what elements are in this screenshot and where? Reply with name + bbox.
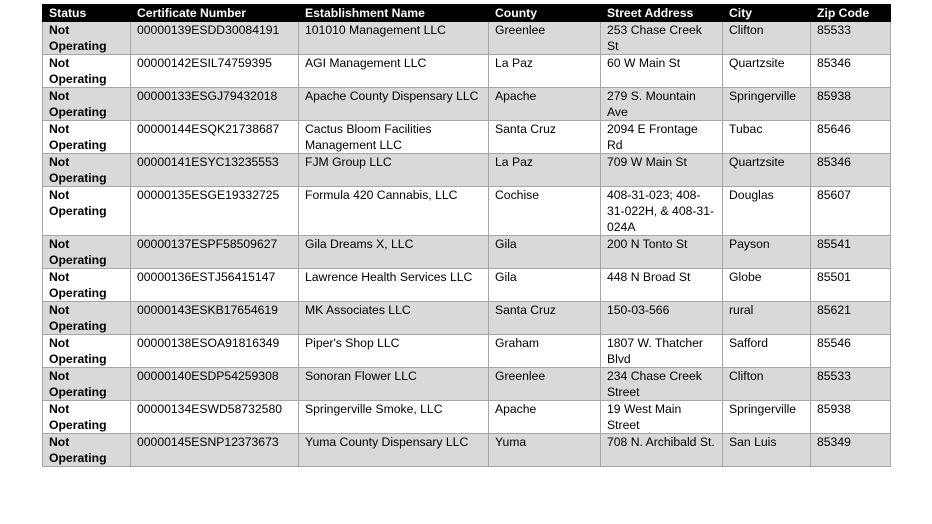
column-header-city: City [723, 5, 811, 22]
cell-city: Globe [723, 269, 811, 302]
cell-county: Greenlee [489, 368, 601, 401]
cell-city: San Luis [723, 434, 811, 467]
column-header-county: County [489, 5, 601, 22]
cell-status: Not Operating [43, 55, 131, 88]
cell-county: Santa Cruz [489, 302, 601, 335]
cell-status: Not Operating [43, 187, 131, 236]
cell-street-address: 253 Chase Creek St [601, 22, 723, 55]
cell-street-address: 200 N Tonto St [601, 236, 723, 269]
cell-status: Not Operating [43, 401, 131, 434]
cell-status: Not Operating [43, 22, 131, 55]
cell-establishment-name: Lawrence Health Services LLC [299, 269, 489, 302]
cell-street-address: 279 S. Mountain Ave [601, 88, 723, 121]
table-row [43, 88, 891, 121]
table-row [43, 22, 891, 55]
cell-zip-code: 85541 [811, 236, 891, 269]
cell-zip-code: 85501 [811, 269, 891, 302]
cell-county: Greenlee [489, 22, 601, 55]
cell-establishment-name: Sonoran Flower LLC [299, 368, 489, 401]
column-header-establishment-name: Establishment Name [299, 5, 489, 22]
cell-city: rural [723, 302, 811, 335]
cell-establishment-name: Formula 420 Cannabis, LLC [299, 187, 489, 236]
table-header-row [43, 5, 891, 22]
cell-status: Not Operating [43, 335, 131, 368]
table-row [43, 121, 891, 154]
column-header-zip-code: Zip Code [811, 5, 891, 22]
cell-establishment-name: Gila Dreams X, LLC [299, 236, 489, 269]
cell-zip-code: 85607 [811, 187, 891, 236]
table-row [43, 302, 891, 335]
cell-street-address: 708 N. Archibald St. [601, 434, 723, 467]
cell-zip-code: 85533 [811, 368, 891, 401]
cell-zip-code: 85546 [811, 335, 891, 368]
table-row [43, 55, 891, 88]
cell-county: Gila [489, 236, 601, 269]
table-row [43, 269, 891, 302]
cell-city: Springerville [723, 88, 811, 121]
cell-street-address: 60 W Main St [601, 55, 723, 88]
cell-street-address: 448 N Broad St [601, 269, 723, 302]
cell-street-address: 709 W Main St [601, 154, 723, 187]
cell-county: Cochise [489, 187, 601, 236]
dispensary-status-table [42, 4, 891, 467]
cell-certificate-number: 00000143ESKB17654619 [131, 302, 299, 335]
cell-city: Quartzsite [723, 154, 811, 187]
cell-street-address: 1807 W. Thatcher Blvd [601, 335, 723, 368]
table-body [43, 22, 891, 467]
cell-city: Douglas [723, 187, 811, 236]
cell-city: Quartzsite [723, 55, 811, 88]
cell-county: La Paz [489, 55, 601, 88]
cell-establishment-name: Piper's Shop LLC [299, 335, 489, 368]
cell-status: Not Operating [43, 88, 131, 121]
cell-city: Clifton [723, 368, 811, 401]
cell-establishment-name: Springerville Smoke, LLC [299, 401, 489, 434]
cell-county: Graham [489, 335, 601, 368]
cell-establishment-name: Yuma County Dispensary LLC [299, 434, 489, 467]
cell-zip-code: 85346 [811, 55, 891, 88]
cell-establishment-name: 101010 Management LLC [299, 22, 489, 55]
cell-status: Not Operating [43, 154, 131, 187]
cell-county: Gila [489, 269, 601, 302]
cell-certificate-number: 00000144ESQK21738687 [131, 121, 299, 154]
column-header-status: Status [43, 5, 131, 22]
cell-city: Clifton [723, 22, 811, 55]
cell-certificate-number: 00000139ESDD30084191 [131, 22, 299, 55]
cell-certificate-number: 00000135ESGE19332725 [131, 187, 299, 236]
cell-street-address: 19 West Main Street [601, 401, 723, 434]
cell-status: Not Operating [43, 434, 131, 467]
column-header-certificate-number: Certificate Number [131, 5, 299, 22]
cell-zip-code: 85346 [811, 154, 891, 187]
cell-county: Yuma [489, 434, 601, 467]
cell-county: Apache [489, 88, 601, 121]
cell-certificate-number: 00000141ESYC13235553 [131, 154, 299, 187]
cell-county: Apache [489, 401, 601, 434]
cell-street-address: 2094 E Frontage Rd [601, 121, 723, 154]
cell-status: Not Operating [43, 236, 131, 269]
cell-status: Not Operating [43, 121, 131, 154]
cell-certificate-number: 00000134ESWD58732580 [131, 401, 299, 434]
cell-certificate-number: 00000137ESPF58509627 [131, 236, 299, 269]
cell-city: Payson [723, 236, 811, 269]
cell-establishment-name: AGI Management LLC [299, 55, 489, 88]
table-row [43, 434, 891, 467]
table-row [43, 187, 891, 236]
cell-street-address: 234 Chase Creek Street [601, 368, 723, 401]
cell-zip-code: 85646 [811, 121, 891, 154]
cell-city: Safford [723, 335, 811, 368]
cell-certificate-number: 00000138ESOA91816349 [131, 335, 299, 368]
cell-city: Springerville [723, 401, 811, 434]
cell-county: La Paz [489, 154, 601, 187]
cell-establishment-name: FJM Group LLC [299, 154, 489, 187]
cell-establishment-name: MK Associates LLC [299, 302, 489, 335]
cell-certificate-number: 00000136ESTJ56415147 [131, 269, 299, 302]
cell-zip-code: 85938 [811, 88, 891, 121]
cell-certificate-number: 00000133ESGJ79432018 [131, 88, 299, 121]
cell-status: Not Operating [43, 302, 131, 335]
table-row [43, 154, 891, 187]
cell-zip-code: 85621 [811, 302, 891, 335]
cell-establishment-name: Apache County Dispensary LLC [299, 88, 489, 121]
cell-street-address: 150-03-566 [601, 302, 723, 335]
cell-zip-code: 85349 [811, 434, 891, 467]
cell-zip-code: 85533 [811, 22, 891, 55]
cell-city: Tubac [723, 121, 811, 154]
cell-certificate-number: 00000142ESIL74759395 [131, 55, 299, 88]
cell-county: Santa Cruz [489, 121, 601, 154]
cell-establishment-name: Cactus Bloom Facilities Management LLC [299, 121, 489, 154]
cell-certificate-number: 00000140ESDP54259308 [131, 368, 299, 401]
cell-street-address: 408-31-023; 408-31-022H, & 408-31-024A [601, 187, 723, 236]
cell-status: Not Operating [43, 269, 131, 302]
dispensary-table-container [42, 4, 890, 467]
table-row [43, 335, 891, 368]
cell-zip-code: 85938 [811, 401, 891, 434]
cell-certificate-number: 00000145ESNP12373673 [131, 434, 299, 467]
table-row [43, 368, 891, 401]
table-row [43, 236, 891, 269]
table-row [43, 401, 891, 434]
cell-status: Not Operating [43, 368, 131, 401]
column-header-street-address: Street Address [601, 5, 723, 22]
